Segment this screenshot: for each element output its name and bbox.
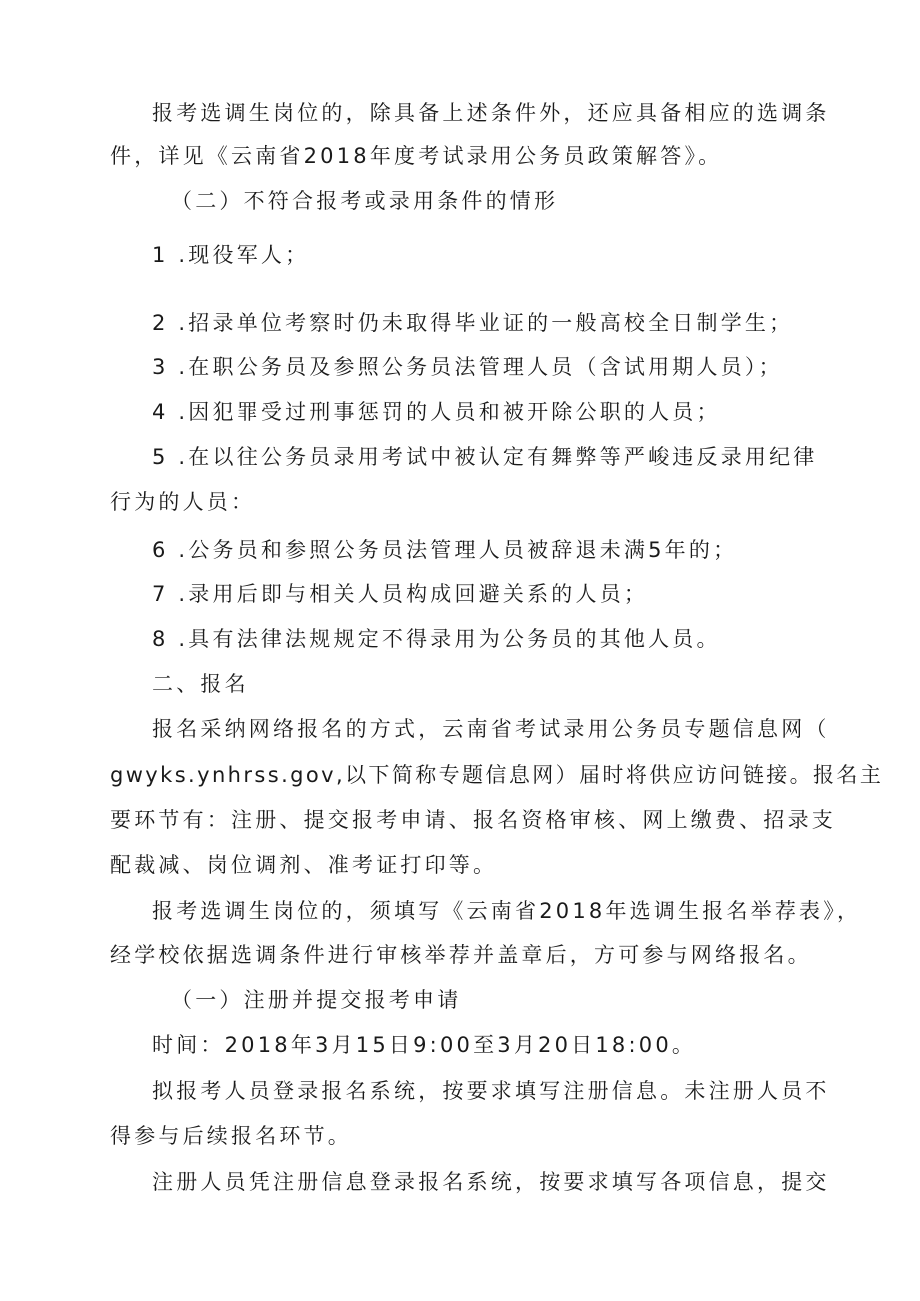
list-item: 1 .现役军人； — [152, 243, 310, 267]
list-item: 6 .公务员和参照公务员法管理人员被辞退未满5年的； — [152, 538, 738, 562]
paragraph-line: 注册人员凭注册信息登录报名系统，按要求填写各项信息，提交 — [152, 1170, 830, 1194]
list-item: 3 .在职公务员及参照公务员法管理人员（含试用期人员）； — [152, 355, 783, 379]
paragraph-line: gwyks.ynhrss.gov,以下简称专题信息网）届时将供应访问链接。报名主 — [110, 763, 884, 787]
paragraph-line: 时间：2018年3月15日9:00至3月20日18:00。 — [152, 1033, 697, 1057]
section-heading: （一）注册并提交报考申请 — [171, 988, 462, 1012]
paragraph-line: 拟报考人员登录报名系统，按要求填写注册信息。未注册人员不 — [152, 1079, 830, 1103]
list-item: 5 .在以往公务员录用考试中被认定有舞弊等严峻违反录用纪律 — [152, 445, 818, 469]
paragraph-line: 报考选调生岗位的，除具备上述条件外，还应具备相应的选调条 — [152, 101, 830, 125]
paragraph-line: 要环节有：注册、提交报考申请、报名资格审核、网上缴费、招录支 — [110, 808, 836, 832]
paragraph-line: 报名采纳网络报名的方式，云南省考试录用公务员专题信息网（ — [152, 717, 830, 741]
section-heading: 二、报名 — [152, 672, 249, 696]
paragraph-line: 得参与后续报名环节。 — [110, 1124, 352, 1148]
section-heading: （二）不符合报考或录用条件的情形 — [171, 189, 559, 213]
list-item: 8 .具有法律法规规定不得录用为公务员的其他人员。 — [152, 627, 721, 651]
list-item-continued: 行为的人员： — [110, 490, 256, 514]
list-item: 4 .因犯罪受过刑事惩罚的人员和被开除公职的人员； — [152, 400, 721, 424]
paragraph-line: 报考选调生岗位的，须填写《云南省2018年选调生报名举荐表》， — [152, 899, 862, 923]
paragraph-line: 件，详见《云南省2018年度考试录用公务员政策解答》。 — [110, 144, 723, 168]
paragraph-line: 配裁减、岗位调剂、准考证打印等。 — [110, 853, 498, 877]
list-item: 2 .招录单位考察时仍未取得毕业证的一般高校全日制学生； — [152, 311, 794, 335]
list-item: 7 .录用后即与相关人员构成回避关系的人员； — [152, 582, 649, 606]
paragraph-line: 经学校依据选调条件进行审核举荐并盖章后，方可参与网络报名。 — [110, 943, 812, 967]
